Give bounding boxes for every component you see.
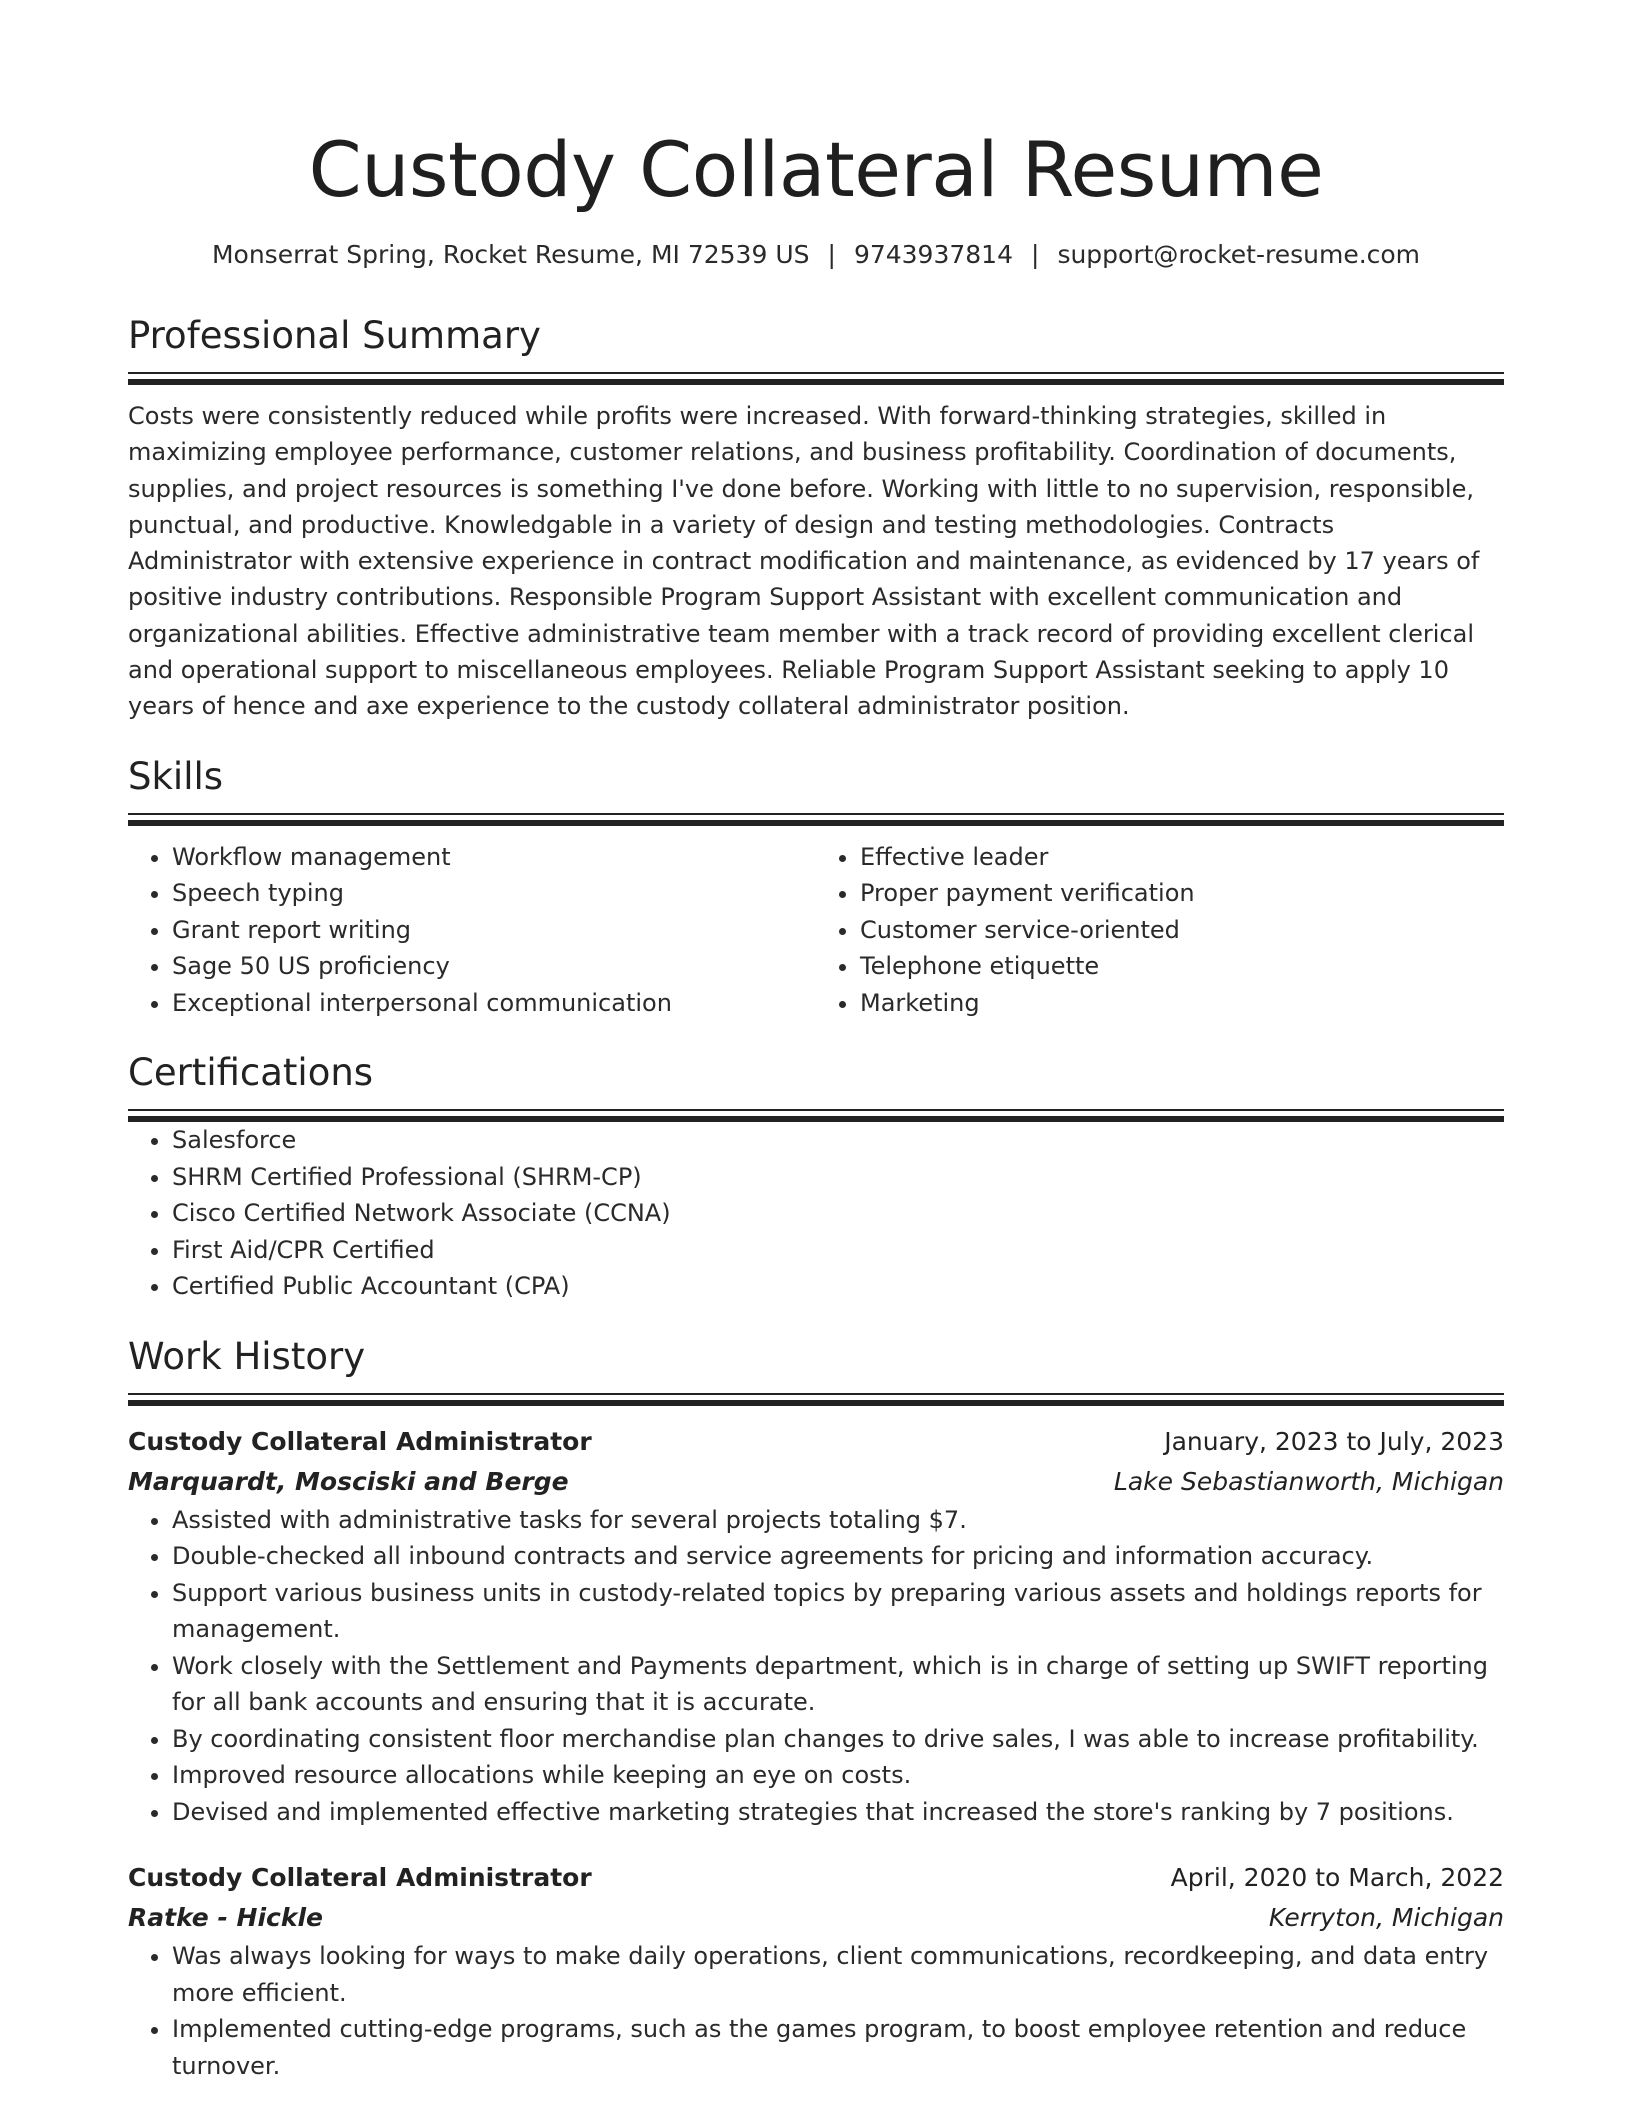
skill-item: • Exceptional interpersonal communication	[172, 985, 816, 1022]
job-title-row	[128, 1422, 1504, 1462]
job-bullet: • Was always looking for ways to make daily operations, client communications, recordkeeping, and data entry more efficient.	[172, 1938, 1504, 2011]
section-heading: Certifications	[128, 1051, 374, 1095]
job-company: Marquardt, Mosciski and Berge	[128, 1466, 569, 1496]
skill-item: • Workflow management	[172, 839, 816, 876]
job-bullet: • Assisted with administrative tasks for several projects totaling $7.	[172, 1502, 1504, 1539]
job-location: Lake Sebastianworth, Michigan	[1113, 1466, 1504, 1496]
contact-phone: 9743937814	[853, 240, 1013, 269]
job-entry	[128, 1422, 1504, 1831]
skills-right-column	[816, 839, 1504, 1022]
job-bullet: • Improved resource allocations while keeping an eye on costs.	[172, 1757, 1504, 1794]
contact-email: support@rocket-resume.com	[1057, 240, 1421, 269]
skills-grid	[128, 839, 1504, 1022]
resume-content	[128, 0, 1504, 2084]
job-title: Custody Collateral Administrator	[128, 1863, 592, 1893]
job-bullet: • Devised and implemented effective marketing strategies that increased the store's ranking by 7 positions.	[172, 1794, 1504, 1831]
job-dates: April, 2020 to March, 2022	[1170, 1863, 1504, 1893]
job-location: Kerryton, Michigan	[1268, 1903, 1504, 1933]
certification-item: • SHRM Certified Professional (SHRM-CP)	[172, 1159, 1504, 1196]
job-bullet: • Support various business units in custody-related topics by preparing various assets and holdings reports for management.	[172, 1575, 1504, 1648]
summary-text: Costs were consistently reduced while profits were increased. With forward-thinking strategies, skilled in maximizing employee performance, customer relations, and business profitability. Coordination of documents, supplies, and project resources is something I've done before. Working with little to no supervision, responsible, punctual, and productive. Knowledgable in a variety of design and testing methodologies. Contracts Administrator with extensive experience in contract modification and maintenance, as evidenced by 17 years of positive industry contributions. Responsible Program Support Assistant with excellent communication and organizational abilities. Effective administrative team member with a track record of providing excellent clerical and operational support to miscellaneous employees. Reliable Program Support Assistant seeking to apply 10 years of hence and axe experience to the custody collateral administrator position.	[128, 402, 1480, 721]
job-title: Custody Collateral Administrator	[128, 1426, 592, 1456]
skill-item: • Sage 50 US proficiency	[172, 948, 816, 985]
section-heading: Work History	[128, 1334, 366, 1378]
section-divider	[128, 813, 1504, 826]
certification-item: • Salesforce	[172, 1122, 1504, 1159]
resume-title: Custody Collateral Resume	[308, 125, 1324, 214]
skill-item: • Telephone etiquette	[860, 948, 1504, 985]
job-company-row	[128, 1462, 1504, 1502]
job-title-row	[128, 1858, 1504, 1898]
section-heading: Professional Summary	[128, 314, 541, 357]
professional-summary-section	[128, 312, 1504, 725]
skill-item: • Customer service-oriented	[860, 912, 1504, 949]
job-bullet: • Double-checked all inbound contracts and service agreements for pricing and information accuracy.	[172, 1538, 1504, 1575]
contact-line	[128, 238, 1504, 272]
job-bullet: • By coordinating consistent floor merchandise plan changes to drive sales, I was able to increase profitability.	[172, 1721, 1504, 1758]
certification-item: • Certified Public Accountant (CPA)	[172, 1268, 1504, 1305]
work-history-section	[128, 1333, 1504, 2085]
job-bullet-list	[128, 1502, 1504, 1831]
skill-item: • Marketing	[860, 985, 1504, 1022]
section-divider	[128, 372, 1504, 385]
certification-item: • Cisco Certified Network Associate (CCNA)	[172, 1195, 1504, 1232]
section-divider	[128, 1109, 1504, 1122]
job-company-row	[128, 1898, 1504, 1938]
certification-item: • First Aid/CPR Certified	[172, 1232, 1504, 1269]
section-heading: Skills	[128, 754, 224, 798]
job-bullet: • Implemented cutting-edge programs, such as the games program, to boost employee retention and reduce turnover.	[172, 2011, 1504, 2084]
skill-item: • Grant report writing	[172, 912, 816, 949]
job-entry	[128, 1858, 1504, 2084]
job-dates: January, 2023 to July, 2023	[1164, 1426, 1504, 1456]
contact-separator: |	[1031, 240, 1040, 269]
contact-address: Monserrat Spring, Rocket Resume, MI 72539 US	[211, 240, 810, 269]
job-bullet-list	[128, 1938, 1504, 2084]
job-company: Ratke - Hickle	[128, 1903, 324, 1933]
skill-item: • Speech typing	[172, 875, 816, 912]
skill-item: • Effective leader	[860, 839, 1504, 876]
job-bullet: • Work closely with the Settlement and Payments department, which is in charge of setting up SWIFT reporting for all bank accounts and ensuring that it is accurate.	[172, 1648, 1504, 1721]
certifications-section	[128, 1049, 1504, 1305]
skills-section	[128, 753, 1504, 1022]
skills-left-column	[128, 839, 816, 1022]
contact-separator: |	[827, 240, 836, 269]
skill-item: • Proper payment verification	[860, 875, 1504, 912]
certifications-list	[128, 1122, 1504, 1305]
section-divider	[128, 1393, 1504, 1406]
